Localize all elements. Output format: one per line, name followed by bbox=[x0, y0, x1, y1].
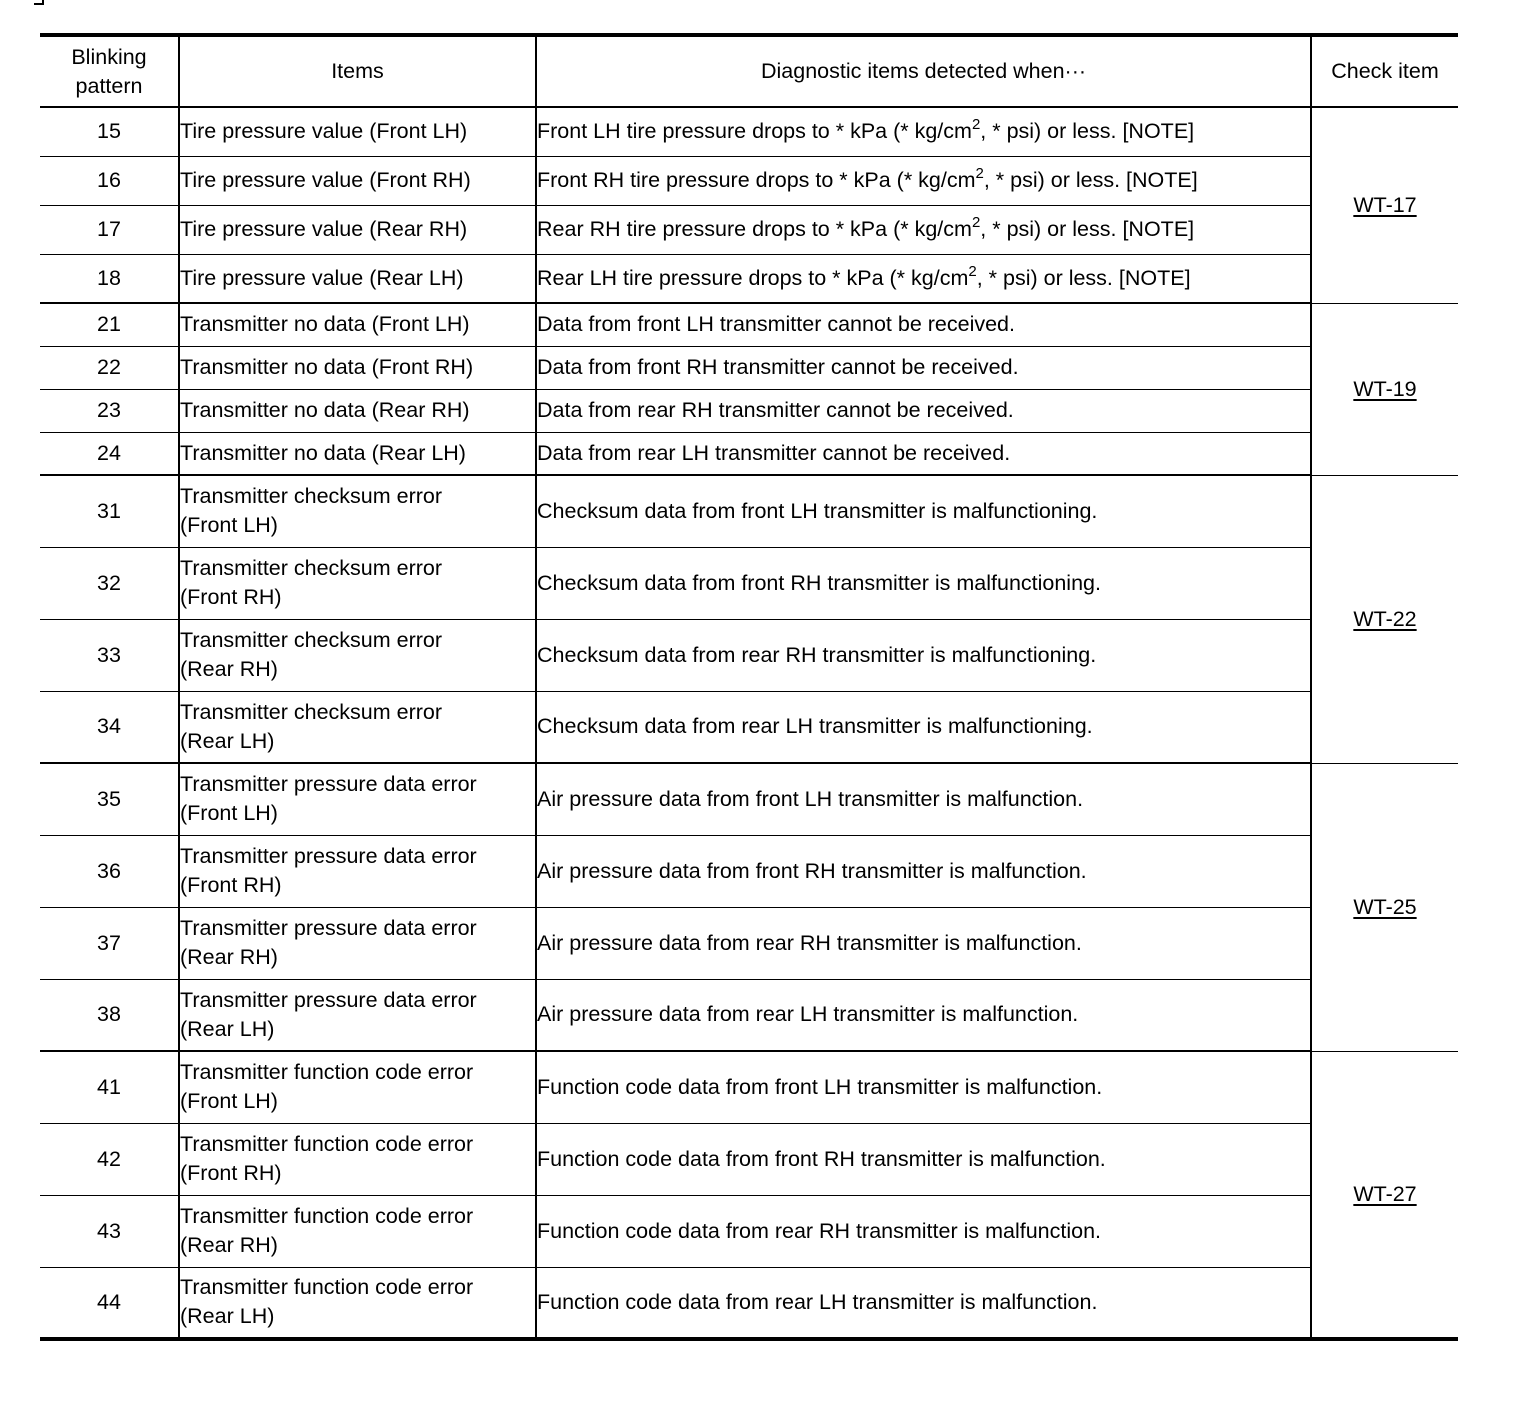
table-row bbox=[40, 835, 1458, 907]
check-item-cell bbox=[1311, 107, 1458, 303]
description-cell: Data from front LH transmitter cannot be received. bbox=[536, 303, 1311, 346]
header-diagnostic-detected: Diagnostic items detected when··· bbox=[536, 35, 1311, 107]
table-row bbox=[40, 475, 1458, 547]
pattern-cell: 15 bbox=[40, 107, 179, 156]
item-cell: Transmitter checksum error (Rear LH) bbox=[179, 691, 536, 763]
table-row bbox=[40, 1267, 1458, 1339]
check-link-wt-25[interactable]: WT-25 bbox=[1353, 894, 1417, 919]
pattern-cell: 16 bbox=[40, 156, 179, 205]
pattern-cell: 22 bbox=[40, 346, 179, 389]
table-row bbox=[40, 547, 1458, 619]
table-row bbox=[40, 1123, 1458, 1195]
description-cell: Front RH tire pressure drops to * kPa (* $kg/cm^2$, * psi) or less. [NOTE] bbox=[536, 156, 1311, 205]
pattern-cell: 17 bbox=[40, 205, 179, 254]
pattern-cell: 43 bbox=[40, 1195, 179, 1267]
item-cell: Transmitter pressure data error (Rear RH) bbox=[179, 907, 536, 979]
description-cell: Rear LH tire pressure drops to * kPa (* $kg/cm^2$, * psi) or less. [NOTE] bbox=[536, 254, 1311, 303]
pattern-cell: 18 bbox=[40, 254, 179, 303]
item-cell: Transmitter pressure data error (Rear LH) bbox=[179, 979, 536, 1051]
table-row bbox=[40, 254, 1458, 303]
table-row bbox=[40, 979, 1458, 1051]
item-cell: Transmitter no data (Front RH) bbox=[179, 346, 536, 389]
table-row bbox=[40, 107, 1458, 156]
table-row bbox=[40, 303, 1458, 346]
item-cell: Tire pressure value (Front RH) bbox=[179, 156, 536, 205]
description-cell: Data from rear LH transmitter cannot be received. bbox=[536, 432, 1311, 475]
item-cell: Transmitter function code error (Front LH) bbox=[179, 1051, 536, 1123]
diagnostic-table bbox=[40, 33, 1458, 1341]
description-cell: Function code data from rear RH transmitter is malfunction. bbox=[536, 1195, 1311, 1267]
description-cell: Checksum data from front RH transmitter is malfunctioning. bbox=[536, 547, 1311, 619]
item-cell: Tire pressure value (Rear LH) bbox=[179, 254, 536, 303]
pattern-cell: 23 bbox=[40, 389, 179, 432]
header-blinking-pattern: Blinking pattern bbox=[40, 35, 179, 107]
table-row bbox=[40, 619, 1458, 691]
item-cell: Transmitter checksum error (Front LH) bbox=[179, 475, 536, 547]
description-cell: Checksum data from rear LH transmitter is malfunctioning. bbox=[536, 691, 1311, 763]
check-link-wt-22[interactable]: WT-22 bbox=[1353, 606, 1417, 631]
item-cell: Transmitter no data (Front LH) bbox=[179, 303, 536, 346]
description-cell: Rear RH tire pressure drops to * kPa (* $kg/cm^2$, * psi) or less. [NOTE] bbox=[536, 205, 1311, 254]
description-cell: Function code data from front LH transmitter is malfunction. bbox=[536, 1051, 1311, 1123]
pattern-cell: 41 bbox=[40, 1051, 179, 1123]
pattern-cell: 31 bbox=[40, 475, 179, 547]
pattern-cell: 44 bbox=[40, 1267, 179, 1339]
item-cell: Transmitter function code error (Rear RH) bbox=[179, 1195, 536, 1267]
pattern-cell: 36 bbox=[40, 835, 179, 907]
header-items: Items bbox=[179, 35, 536, 107]
check-item-cell bbox=[1311, 763, 1458, 1051]
table-row bbox=[40, 907, 1458, 979]
description-cell: Air pressure data from rear RH transmitter is malfunction. bbox=[536, 907, 1311, 979]
check-link-wt-27[interactable]: WT-27 bbox=[1353, 1181, 1417, 1206]
pattern-cell: 34 bbox=[40, 691, 179, 763]
check-item-cell bbox=[1311, 1051, 1458, 1339]
corner-mark bbox=[34, 0, 44, 5]
pattern-cell: 42 bbox=[40, 1123, 179, 1195]
description-cell: Checksum data from front LH transmitter is malfunctioning. bbox=[536, 475, 1311, 547]
check-item-cell bbox=[1311, 475, 1458, 763]
description-cell: Air pressure data from front LH transmitter is malfunction. bbox=[536, 763, 1311, 835]
pattern-cell: 37 bbox=[40, 907, 179, 979]
pattern-cell: 32 bbox=[40, 547, 179, 619]
table-row bbox=[40, 1195, 1458, 1267]
table-row bbox=[40, 691, 1458, 763]
description-cell: Data from front RH transmitter cannot be received. bbox=[536, 346, 1311, 389]
item-cell: Transmitter no data (Rear LH) bbox=[179, 432, 536, 475]
description-cell: Checksum data from rear RH transmitter is malfunctioning. bbox=[536, 619, 1311, 691]
item-cell: Tire pressure value (Front LH) bbox=[179, 107, 536, 156]
item-cell: Transmitter checksum error (Front RH) bbox=[179, 547, 536, 619]
description-cell: Function code data from front RH transmitter is malfunction. bbox=[536, 1123, 1311, 1195]
item-cell: Transmitter function code error (Rear LH) bbox=[179, 1267, 536, 1339]
table-row bbox=[40, 763, 1458, 835]
pattern-cell: 24 bbox=[40, 432, 179, 475]
description-cell: Function code data from rear LH transmitter is malfunction. bbox=[536, 1267, 1311, 1339]
item-cell: Transmitter function code error (Front RH) bbox=[179, 1123, 536, 1195]
table-row bbox=[40, 432, 1458, 475]
check-link-wt-17[interactable]: WT-17 bbox=[1353, 192, 1417, 217]
pattern-cell: 33 bbox=[40, 619, 179, 691]
item-cell: Tire pressure value (Rear RH) bbox=[179, 205, 536, 254]
pattern-cell: 35 bbox=[40, 763, 179, 835]
table-row bbox=[40, 205, 1458, 254]
pattern-cell: 21 bbox=[40, 303, 179, 346]
pattern-cell: 38 bbox=[40, 979, 179, 1051]
table-row bbox=[40, 346, 1458, 389]
item-cell: Transmitter pressure data error (Front LH) bbox=[179, 763, 536, 835]
item-cell: Transmitter pressure data error (Front RH) bbox=[179, 835, 536, 907]
check-item-cell bbox=[1311, 303, 1458, 475]
header-check-item: Check item bbox=[1311, 35, 1458, 107]
table-row bbox=[40, 1051, 1458, 1123]
check-link-wt-19[interactable]: WT-19 bbox=[1353, 376, 1417, 401]
table-row bbox=[40, 389, 1458, 432]
description-cell: Air pressure data from rear LH transmitter is malfunction. bbox=[536, 979, 1311, 1051]
item-cell: Transmitter checksum error (Rear RH) bbox=[179, 619, 536, 691]
table-row bbox=[40, 156, 1458, 205]
table-header-row bbox=[40, 35, 1458, 107]
description-cell: Data from rear RH transmitter cannot be received. bbox=[536, 389, 1311, 432]
item-cell: Transmitter no data (Rear RH) bbox=[179, 389, 536, 432]
description-cell: Air pressure data from front RH transmitter is malfunction. bbox=[536, 835, 1311, 907]
description-cell: Front LH tire pressure drops to * kPa (* $kg/cm^2$, * psi) or less. [NOTE] bbox=[536, 107, 1311, 156]
